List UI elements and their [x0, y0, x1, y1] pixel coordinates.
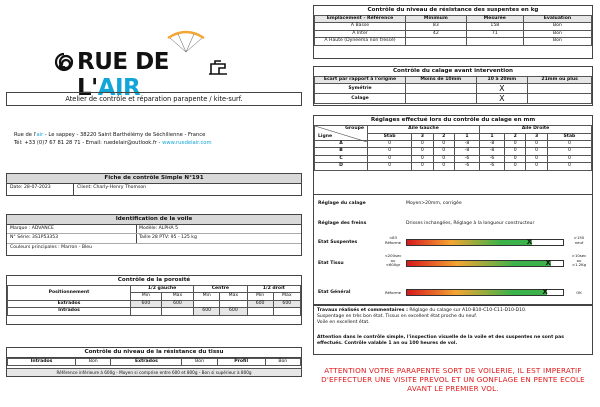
reglages-cell: 0	[505, 155, 526, 162]
tissu-title: Contrôle du niveau de la résistance du tissu	[7, 348, 301, 358]
reglages-cell: 0	[547, 163, 591, 170]
suspentes-title: Contrôle du niveau de résistance des suspentes en kg	[314, 6, 592, 16]
reglages-cell: 0	[433, 163, 454, 170]
bar-marker: X	[545, 259, 551, 267]
voile-box	[6, 214, 302, 256]
reglages-table	[314, 125, 592, 171]
reglages-cell: -6	[454, 163, 479, 170]
suspentes-cell: A Inter	[315, 30, 406, 37]
reglages-cell: 0	[505, 163, 526, 170]
voile-modele: Modèle: ALPHA 5	[139, 226, 179, 231]
calage-header: 10 à 20mm	[476, 77, 528, 84]
tissu-cell: Bon	[265, 359, 300, 366]
porosite-sub: Min	[194, 293, 220, 300]
suspentes-cell: 42	[406, 30, 467, 37]
etat-tissu-min: <200sec ou <600gr	[384, 253, 402, 268]
etat-suspentes-max: >150 neuf	[573, 235, 585, 245]
calage-mark	[406, 84, 477, 94]
reglage-calage-label: Réglage du calage	[318, 201, 366, 206]
reglages-cell: 0	[547, 148, 591, 155]
calage-mark: X	[476, 84, 528, 94]
snail-icon	[52, 50, 76, 74]
porosite-cell	[273, 308, 300, 315]
bar-marker: X	[526, 238, 533, 246]
porosite-table	[7, 285, 301, 316]
reglages-cell: 0	[526, 141, 547, 148]
suspentes-cell	[466, 38, 523, 45]
porosite-cell: 600	[220, 308, 247, 315]
address-line: Rue de l'air - Le sappey - 38220 Saint Barthélémy de Séchilienne - France	[14, 132, 206, 138]
tissu-note: Référence inférieure à 600g - Moyen si comprise entre 600 et 800g - Bon si supérieur à 800g	[7, 368, 301, 376]
reglages-col: 1	[454, 133, 479, 141]
bar-fill	[407, 261, 551, 266]
reglages-cell: -8	[479, 148, 504, 155]
reglage-freins-label: Réglage des freins	[318, 221, 367, 226]
suspentes-header: Emplacement - Référence	[315, 16, 406, 23]
logo-text-air: AIR	[97, 75, 141, 101]
travaux-warning: Attention dans le contrôle simple, l'inspection visuelle de la voile et des suspentes ne sont pas effectués. Contrôle valable 1 an ou 100 heures de vol.	[317, 335, 564, 346]
etat-tissu-label: Etat Tissu	[318, 261, 344, 266]
porosite-group: 1/2 droit	[247, 286, 300, 293]
reglages-box	[313, 115, 593, 195]
table-row	[315, 38, 592, 45]
calage-mark	[528, 94, 592, 104]
table-row	[8, 308, 301, 315]
porosite-cell	[161, 308, 193, 315]
suspentes-cell: A Haute (Dyneema non tressé)	[315, 38, 406, 45]
reglages-corner-bottom: Ligne	[318, 133, 333, 139]
reglages-cell: 0	[412, 141, 433, 148]
table-row	[315, 23, 592, 30]
etat-general-bar	[406, 289, 564, 296]
contact-block	[14, 131, 304, 147]
fiche-title: Fiche de contrôle Simple N°191	[7, 174, 301, 184]
table-row	[315, 148, 592, 155]
bar-marker: X	[542, 288, 548, 296]
sewing-machine-icon	[207, 58, 229, 76]
table-row	[315, 30, 592, 37]
reglages-col: 1	[479, 133, 504, 141]
porosite-cell: 600	[247, 300, 273, 307]
reglages-line: B	[315, 148, 368, 155]
reglages-line: C	[315, 155, 368, 162]
porosite-row-name: Intrados	[8, 308, 131, 315]
reglages-cell: 0	[433, 148, 454, 155]
reglages-cell: -8	[454, 148, 479, 155]
reglages-col: 3	[526, 133, 547, 141]
etat-general-min: Réforme	[385, 290, 401, 295]
logo-text: RUE DE L'	[77, 49, 169, 101]
voile-title: Identification de la voile	[7, 215, 301, 225]
website-link[interactable]: www.ruedelair.com	[162, 140, 212, 146]
reglages-corner-top: Groupe	[345, 126, 364, 131]
porosite-row-name: Extrados	[8, 300, 131, 307]
calage-row-name: Calage	[315, 94, 406, 104]
tissu-cell: Bon	[76, 359, 111, 366]
travaux-line1: Réglage du calage sur A10-B10-C10-C11-D10-D10.	[407, 308, 527, 313]
reglage-freins-value: Drisses inchangées, Réglage à la longueur constructeur	[406, 221, 535, 226]
reglages-col: Stab	[368, 133, 412, 141]
suspentes-cell: 158	[466, 23, 523, 30]
porosite-box	[6, 275, 302, 325]
phone-email-line: Tél: +33 (0)7 67 81 28 71 - Email: ruedelair@outlook.fr - www.ruedelair.com	[14, 140, 212, 146]
tissu-box	[6, 347, 302, 377]
phone: Tél: +33 (0)7 67 81 28 71	[14, 140, 81, 146]
calage-mark: X	[476, 94, 528, 104]
reglages-line: A	[315, 141, 368, 148]
suspentes-cell: Bon	[523, 23, 591, 30]
reglages-cell: 0	[433, 155, 454, 162]
porosite-cell: 600	[194, 308, 220, 315]
suspentes-table	[314, 15, 592, 46]
table-row	[315, 94, 592, 104]
reglages-cell: 0	[505, 141, 526, 148]
voile-couleurs: Couleurs principales : Marron - Bleu	[10, 245, 93, 250]
porosite-cell: 600	[161, 300, 193, 307]
travaux-line3: Voile en excellent état.	[317, 320, 370, 325]
suspentes-cell: Bon	[523, 38, 591, 45]
reglages-cell: 0	[412, 155, 433, 162]
table-row	[8, 359, 301, 366]
porosite-sub: Max	[220, 293, 247, 300]
reglages-corner	[315, 126, 368, 141]
etat-tissu-max: >10sec ou >1.2Kg	[571, 253, 587, 268]
email-link[interactable]: ruedelair@outlook.fr	[103, 140, 157, 146]
etat-general-max: OK	[576, 290, 582, 295]
porosite-cell	[131, 308, 162, 315]
etat-tissu-bar	[406, 260, 564, 267]
calage-row-name: Symétrie	[315, 84, 406, 94]
porosite-cell	[247, 308, 273, 315]
reglages-cell: 0	[368, 148, 412, 155]
travaux-line2: Suspentage en très bon état. Tissus en excellent état proche du neuf.	[317, 314, 478, 319]
table-row	[8, 300, 301, 307]
porosite-label-col: Positionnement	[8, 286, 131, 301]
porosite-cell: 600	[273, 300, 300, 307]
fiche-date: Date: 28-07-2023	[10, 185, 51, 190]
voile-marque: Marque : ADVANCE	[10, 226, 54, 231]
calage-header: Moins de 10mm	[406, 77, 477, 84]
suspentes-cell: 83	[406, 23, 467, 30]
page-title: Atelier de contrôle et réparation parapente / kite-surf.	[65, 95, 243, 103]
reglages-cell: -6	[454, 155, 479, 162]
reglages-cell: 0	[505, 148, 526, 155]
reglages-cell: 0	[547, 155, 591, 162]
reglages-cell: 0	[547, 141, 591, 148]
porosite-cell	[220, 300, 247, 307]
fiche-client: Client: Charly-Henry Thomson	[77, 185, 147, 190]
porosite-sub: Max	[161, 293, 193, 300]
suspentes-cell: 71	[466, 30, 523, 37]
tissu-table	[7, 358, 301, 366]
travaux-title: Travaux réalisés et commentaires :	[317, 308, 408, 313]
suspentes-header: Minimum	[406, 16, 467, 23]
reglages-cell: -6	[479, 155, 504, 162]
fiche-box	[6, 173, 302, 196]
calage-title: Contrôle du calage avant intervention	[314, 67, 592, 77]
reglages-cell: 0	[526, 155, 547, 162]
etat-suspentes-bar	[406, 239, 564, 246]
travaux-box	[313, 305, 593, 355]
calage-header: 21mm ou plus	[528, 77, 592, 84]
reglage-calage-value: Moyen>20mm, corrigée	[406, 201, 462, 206]
calage-mark	[406, 94, 477, 104]
table-row	[315, 84, 592, 94]
bar-fill	[407, 290, 547, 295]
calage-header: Ecart par rapport à l'origine	[315, 77, 406, 84]
voile-taille: Taille 28 PTV: 95 - 125 kg	[139, 235, 197, 240]
table-row	[315, 163, 592, 170]
reglages-cell: 0	[412, 148, 433, 155]
suspentes-box	[313, 5, 593, 59]
porosite-sub: Min	[131, 293, 162, 300]
reglages-cell: 0	[368, 155, 412, 162]
reglages-side-left: Aile Gauche	[368, 126, 480, 134]
tissu-cell: Bon	[182, 359, 217, 366]
travaux-text	[317, 308, 591, 326]
reglages-title: Réglages effectué lors du contrôle du calage en mm	[314, 116, 592, 126]
reglages-cell: 0	[368, 163, 412, 170]
tissu-cell: Profil	[217, 359, 265, 366]
voilerie-warning: ATTENTION VOTRE PARAPENTE SORT DE VOILERIE, IL EST IMPERATIF D'EFFECTUER UNE VISITE PREVOL ET UN GONFLAGE EN PENTE ECOLE AVANT LE PREMIER VOL.	[321, 366, 585, 393]
calage-mark	[528, 84, 592, 94]
table-row	[315, 155, 592, 162]
suspentes-header: Evaluation	[523, 16, 591, 23]
calage-box	[313, 66, 593, 106]
reglages-cell: -8	[454, 141, 479, 148]
porosite-group: 1/2 gauche	[131, 286, 194, 293]
reglages-col: 2	[433, 133, 454, 141]
porosite-title: Contrôle de la porosité	[7, 276, 301, 285]
porosite-cell	[194, 300, 220, 307]
bar-fill	[407, 240, 532, 245]
reglages-cell: 0	[526, 163, 547, 170]
reglages-cell: -6	[479, 163, 504, 170]
reglages-cell: -8	[479, 141, 504, 148]
reglages-cell: 0	[526, 148, 547, 155]
porosite-sub: Min	[247, 293, 273, 300]
reglages-side-right: Aile Droite	[479, 126, 591, 134]
reglages-cell: 0	[412, 163, 433, 170]
header-banner	[6, 92, 302, 106]
voile-serie: N° Série: 3S1P53353	[10, 235, 59, 240]
suspentes-header: Mesurée	[466, 16, 523, 23]
etat-suspentes-label: Etat Suspentes	[318, 240, 358, 245]
reglages-cell: 0	[368, 141, 412, 148]
reglages-col: Stab	[547, 133, 591, 141]
etat-general-label: Etat Général	[318, 290, 351, 295]
etat-suspentes-min: <83 Réforme	[385, 235, 401, 245]
suspentes-cell	[406, 38, 467, 45]
porosite-cell: 600	[131, 300, 162, 307]
reglages-cell: 0	[433, 141, 454, 148]
calage-table	[314, 76, 592, 104]
reglages-col: 2	[505, 133, 526, 141]
reglages-line: D	[315, 163, 368, 170]
suspentes-cell: A Basse	[315, 23, 406, 30]
tissu-cell: Intrados	[8, 359, 76, 366]
reglages-col: 3	[412, 133, 433, 141]
tissu-cell: Extrados	[111, 359, 182, 366]
porosite-sub: Max	[273, 293, 300, 300]
suspentes-cell: Bon	[523, 30, 591, 37]
etat-box	[313, 195, 593, 305]
porosite-group: Centre	[194, 286, 247, 293]
